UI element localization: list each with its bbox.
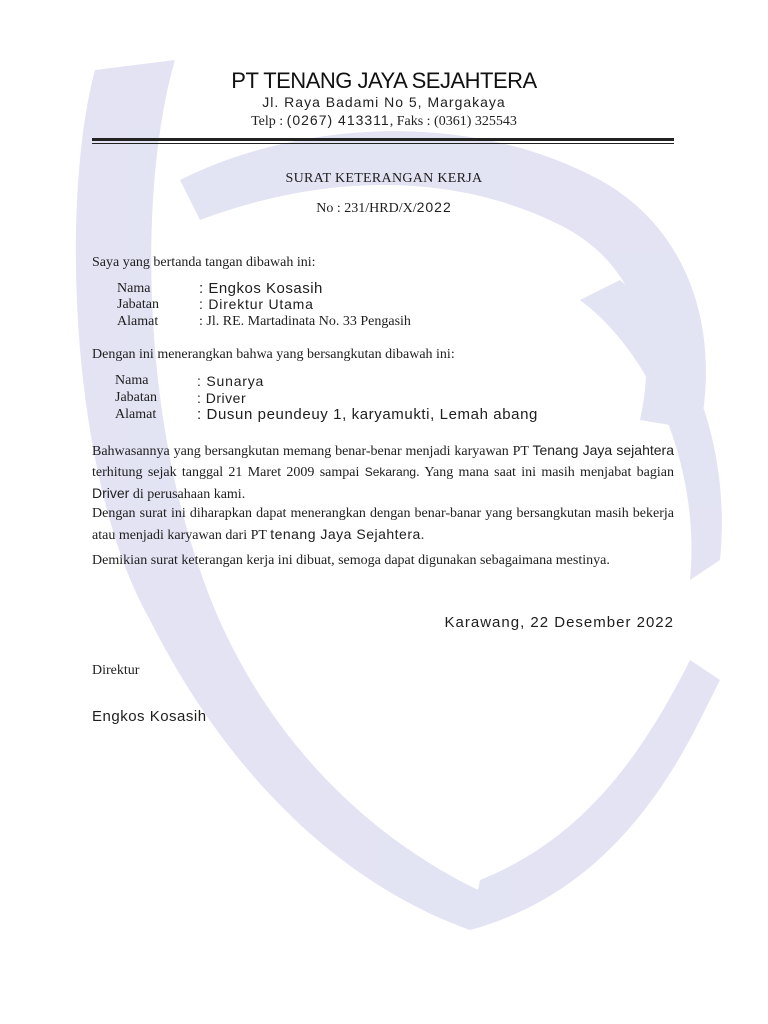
signature-title: Direktur — [92, 663, 140, 678]
signer-address-value: : Jl. RE. Martadinata No. 33 Pengasih — [199, 314, 411, 329]
signer-name-value: : Engkos Kosasih — [199, 280, 323, 297]
paragraph-employment-part: di perusahaan kami. — [129, 487, 246, 502]
until-now-text: Sekarang — [364, 465, 417, 479]
company-name-inline: tenang Jaya Sejahtera — [270, 526, 421, 542]
place-date: Karawang, 22 Desember 2022 — [444, 614, 674, 631]
signature-name: Engkos Kosasih — [92, 708, 207, 725]
statement-text: Dengan ini menerangkan bahwa yang bersangkutan dibawah ini: — [92, 347, 455, 362]
job-role-inline: Driver — [92, 485, 130, 501]
paragraph-closing: Demikian surat keterangan kerja ini dibuat, semoga dapat digunakan sebagaimana mestinya. — [92, 553, 610, 568]
document-title: SURAT KETERANGAN KERJA — [285, 171, 483, 186]
employee-address-label: Alamat — [115, 407, 157, 422]
signer-address-label: Alamat — [117, 314, 159, 329]
company-name: PT TENANG JAYA SEJAHTERA — [231, 68, 537, 93]
header-divider-thick — [92, 138, 674, 141]
paragraph-purpose — [92, 504, 674, 546]
paragraph-purpose-part: Dengan surat ini diharapkan dapat menerangkan dengan benar-banar yang bersangkutan masih bekerja atau menjadi karyawan dari PT — [92, 506, 674, 543]
paragraph-employment-part: terhitung sejak tanggal 21 Maret 2009 sampai — [92, 465, 365, 480]
signer-name-label: Nama — [117, 281, 151, 296]
paragraph-employment — [92, 440, 674, 505]
company-name-inline: Tenang Jaya sejahtera — [532, 442, 674, 458]
paragraph-purpose-part: . — [420, 528, 425, 543]
employee-name-label: Nama — [115, 373, 149, 388]
telp-label: Telp : — [251, 114, 287, 129]
document-number-prefix: No : 231/HRD/X/ — [316, 201, 417, 216]
company-contact — [0, 112, 768, 130]
signer-position-label: Jabatan — [117, 297, 159, 312]
employee-address-value: : Dusun peundeuy 1, karyamukti, Lemah abang — [197, 406, 538, 423]
signer-position-value: : Direktur Utama — [199, 296, 314, 312]
intro-text: Saya yang bertanda tangan dibawah ini: — [92, 255, 316, 270]
header-divider-thin — [92, 143, 674, 144]
faks-text: , Faks : (0361) 325543 — [389, 114, 517, 129]
employee-position-value: : Driver — [197, 390, 247, 406]
company-address: Jl. Raya Badami No 5, Margakaya — [262, 94, 506, 110]
telp-value: (0267) 413311 — [286, 112, 390, 128]
paragraph-employment-part: . Yang mana saat ini masih menjabat bagian — [416, 465, 674, 480]
employee-position-label: Jabatan — [115, 390, 157, 405]
document-number-year: 2022 — [416, 199, 452, 215]
employee-name-value: : Sunarya — [197, 373, 265, 389]
document-number — [0, 199, 768, 217]
paragraph-employment-part: Bahwasannya yang bersangkutan memang benar-benar menjadi karyawan PT — [92, 444, 533, 459]
